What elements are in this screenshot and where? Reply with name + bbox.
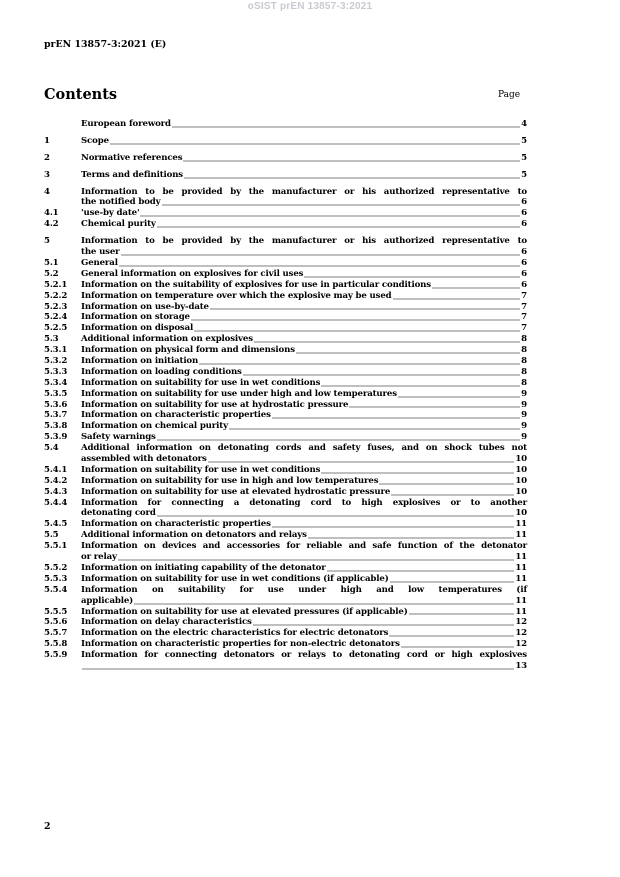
toc-entry-body [81, 410, 527, 421]
toc-entry-body [81, 432, 527, 443]
toc-entry-title: Information on the electric characteristics for electric detonators [81, 628, 389, 639]
toc-entry-body [81, 291, 527, 302]
toc-entry-body [81, 574, 527, 585]
toc-entry-number: 4.2 [44, 219, 59, 230]
toc-entry-body [81, 498, 527, 520]
toc-entry-page: 6 [521, 257, 527, 268]
toc-entry[interactable] [44, 400, 527, 411]
toc-entry-body [81, 302, 527, 313]
toc-entry-title: Terms and definitions [81, 169, 183, 180]
toc-entry-title: Information on suitability for use in wet conditions [81, 377, 321, 388]
toc-entry-number: 5.3.8 [44, 421, 68, 432]
toc-entry[interactable] [44, 378, 527, 389]
toc-entry-number: 5.4.1 [44, 464, 68, 475]
toc-entry[interactable] [44, 498, 527, 520]
toc-entry[interactable] [44, 187, 527, 209]
toc-entry-line [81, 628, 527, 639]
toc-entry-line [81, 356, 527, 367]
toc-entry[interactable] [44, 410, 527, 421]
dot-leader [321, 385, 520, 387]
toc-entry-number: 5.3.6 [44, 399, 68, 410]
toc-entry[interactable] [44, 345, 527, 356]
toc-entry-title: Information to be provided by the manufacturer or his authorized representative to [81, 186, 527, 197]
dot-leader [184, 177, 520, 179]
dot-leader [162, 204, 521, 206]
toc-entry-line [81, 197, 527, 208]
dot-leader [191, 319, 520, 321]
toc-entry[interactable] [44, 465, 527, 476]
toc-entry-page: 12 [515, 617, 527, 628]
toc-entry-line [81, 596, 527, 607]
toc-entry-page: 7 [521, 301, 527, 312]
dot-leader [199, 363, 520, 365]
toc-entry-body [81, 136, 527, 147]
toc-entry-body [81, 356, 527, 367]
toc-entry[interactable] [44, 541, 527, 563]
toc-entry-number: 5.3 [44, 334, 59, 345]
toc-entry-line [81, 508, 527, 519]
toc-entry-line [81, 574, 527, 585]
dot-leader [243, 374, 520, 376]
dot-leader [296, 352, 520, 354]
toc-entry-number: 5 [44, 236, 50, 247]
toc-entry-title: Information on suitability for use at elevated hydrostatic pressure [81, 486, 391, 497]
toc-entry-body [81, 617, 527, 628]
toc-entry-line [81, 530, 527, 541]
toc-entry-page: 8 [521, 334, 527, 345]
toc-entry[interactable] [44, 312, 527, 323]
toc-entry-body [81, 208, 527, 219]
toc-entry[interactable] [44, 607, 527, 618]
toc-entry-page: 11 [515, 519, 527, 530]
toc-entry-title: Information on initiation [81, 355, 199, 366]
toc-entry-line [81, 219, 527, 230]
toc-entry-page: 7 [521, 312, 527, 323]
toc-entry-line [81, 421, 527, 432]
toc-entry-body [81, 389, 527, 400]
toc-entry-line [81, 269, 527, 280]
toc-entry-page: 11 [515, 606, 527, 617]
dot-leader [398, 396, 520, 398]
dot-leader [327, 570, 515, 572]
toc-entry[interactable] [44, 628, 527, 639]
toc-entry-body [81, 487, 527, 498]
toc-entry-title: detonating cord [81, 508, 156, 519]
toc-entry-body [81, 345, 527, 356]
toc-entry-number: 5.2.1 [44, 279, 68, 290]
toc-entry-line [81, 345, 527, 356]
toc-entry-line [81, 465, 527, 476]
toc-entry-body [81, 519, 527, 530]
toc-entry-title: Information to be provided by the manufacturer or his authorized representative to [81, 236, 527, 247]
dot-leader [183, 160, 520, 162]
toc-entry-number: 5.4.5 [44, 519, 68, 530]
toc-entry-title: Information on suitability for use under high and low temperatures (if [81, 584, 527, 595]
toc-entry-body [81, 334, 527, 345]
toc-entry[interactable] [44, 170, 527, 181]
toc-entry-title: Information on loading conditions [81, 366, 242, 377]
dot-leader [253, 624, 515, 626]
toc-entry[interactable] [44, 585, 527, 607]
toc-entry-number: 5.5.4 [44, 584, 68, 595]
toc-entry-number: 5.3.4 [44, 377, 68, 388]
toc-entry-page: 12 [515, 639, 527, 650]
toc-entry-line [81, 519, 527, 530]
dot-leader [432, 287, 520, 289]
toc-entry-line [81, 119, 527, 130]
toc-entry-page: 10 [515, 475, 527, 486]
toc-entry-number: 3 [44, 169, 50, 180]
toc-entry-body [81, 607, 527, 618]
toc-entry-body [81, 650, 527, 672]
toc-entry-line [81, 432, 527, 443]
dot-leader [119, 265, 520, 267]
toc-entry-page: 9 [521, 410, 527, 421]
toc-entry-line [81, 302, 527, 313]
toc-entry-line [81, 153, 527, 164]
toc-entry-title: Additional information on detonators and relays [81, 530, 307, 541]
toc-entry-page: 11 [515, 562, 527, 573]
toc-entry-number: 5.2.2 [44, 290, 68, 301]
toc-entry-title: Information on initiating capability of the detonator [81, 562, 326, 573]
toc-entry-title: or relay [81, 552, 117, 563]
toc-entry-title: Safety warnings [81, 432, 156, 443]
toc-entry-title: Information on suitability for use at elevated pressures (if applicable) [81, 606, 408, 617]
toc-entry-page: 9 [521, 421, 527, 432]
toc-entry-number: 1 [44, 135, 50, 146]
toc-entry-title: Information on suitability for use in high and low temperatures [81, 475, 379, 486]
toc-entry-page: 8 [521, 366, 527, 377]
toc-entry[interactable] [44, 617, 527, 628]
toc-entry-body [81, 258, 527, 269]
toc-entry-title: Information on disposal [81, 323, 194, 334]
dot-leader [409, 613, 515, 615]
toc-entry-title: Information on suitability for use in wet conditions (if applicable) [81, 573, 389, 584]
toc-entry-line [81, 208, 527, 219]
toc-entry-body [81, 219, 527, 230]
toc-entry[interactable] [44, 487, 527, 498]
toc-entry-number: 5.4.3 [44, 486, 68, 497]
toc-entry-title: Information on suitability for use at hydrostatic pressure [81, 399, 349, 410]
toc-entry[interactable] [44, 476, 527, 487]
dot-leader [82, 668, 514, 670]
toc-entry[interactable] [44, 153, 527, 164]
toc-entry-line [81, 400, 527, 411]
toc-entry[interactable] [44, 269, 527, 280]
toc-entry-body [81, 476, 527, 487]
toc-entry-number: 5.4 [44, 443, 59, 454]
toc-entry-body [81, 236, 527, 258]
toc-entry[interactable] [44, 389, 527, 400]
toc-entry-title: Information on characteristic properties [81, 519, 271, 530]
toc-entry-line [81, 323, 527, 334]
toc-entry-body [81, 367, 527, 378]
toc-entry-number: 5.2.3 [44, 301, 68, 312]
toc-entry[interactable] [44, 219, 527, 230]
toc-entry-body [81, 400, 527, 411]
toc-entry-number: 5.2 [44, 268, 59, 279]
toc-entry-body [81, 465, 527, 476]
toc-entry-number: 5.4.4 [44, 497, 68, 508]
toc-entry-body [81, 421, 527, 432]
toc-entry-title: Normative references [81, 152, 183, 163]
dot-leader [349, 406, 520, 408]
toc-entry[interactable] [44, 574, 527, 585]
dot-leader [272, 417, 520, 419]
toc-entry-number: 5.2.4 [44, 312, 68, 323]
toc-entry[interactable] [44, 356, 527, 367]
toc-entry-body [81, 119, 527, 130]
toc-entry-page: 4 [521, 119, 527, 129]
toc-entry-body [81, 269, 527, 280]
toc-entry-title: Information on suitability for use in wet conditions [81, 464, 321, 475]
toc-entry-number: 5.5.7 [44, 628, 68, 639]
toc-entry-page: 6 [521, 279, 527, 290]
toc-entry[interactable] [44, 367, 527, 378]
toc-entry-number: 5.3.3 [44, 366, 68, 377]
table-of-contents [44, 119, 527, 672]
toc-entry-line [81, 552, 527, 563]
toc-entry-page: 8 [521, 377, 527, 388]
toc-entry[interactable] [44, 280, 527, 291]
dot-leader [157, 226, 520, 228]
dot-leader [229, 428, 520, 430]
toc-entry-title: Information on devices and accessories for reliable and safe function of the detonator [81, 541, 527, 552]
toc-entry-line [81, 258, 527, 269]
toc-entry-number: 5.5 [44, 530, 59, 541]
dot-leader [304, 276, 520, 278]
toc-entry-line [81, 291, 527, 302]
toc-entry[interactable] [44, 291, 527, 302]
dot-leader [272, 526, 515, 528]
toc-entry-number: 5.5.8 [44, 639, 68, 650]
toc-entry-title: Information on suitability for use under high and low temperatures [81, 388, 397, 399]
dot-leader [321, 472, 514, 474]
toc-entry-title: Information for connecting a detonating cord to high explosives or to another [81, 497, 527, 508]
toc-entry-title: Information on physical form and dimensions [81, 345, 295, 356]
toc-entry-title: Information on chemical purity [81, 421, 228, 432]
toc-entry-number: 5.5.2 [44, 562, 68, 573]
dot-leader [254, 341, 520, 343]
contents-title: Contents [44, 86, 118, 103]
toc-entry[interactable] [44, 258, 527, 269]
page-column-label: Page [498, 90, 521, 100]
toc-entry[interactable] [44, 119, 527, 130]
toc-entry[interactable] [44, 136, 527, 147]
toc-entry-line [81, 410, 527, 421]
toc-entry-page: 9 [521, 432, 527, 443]
toc-entry-title: Information on characteristic properties [81, 410, 271, 421]
toc-entry-line [81, 607, 527, 618]
dot-leader [110, 143, 520, 145]
toc-entry-page: 5 [521, 135, 527, 146]
toc-entry-body [81, 280, 527, 291]
toc-entry-page: 10 [515, 453, 527, 464]
toc-entry-line [81, 661, 527, 672]
toc-entry-title: Additional information on explosives [81, 334, 253, 345]
toc-entry-line [81, 454, 527, 465]
toc-entry-page: 6 [521, 208, 527, 219]
dot-leader [393, 298, 521, 300]
toc-entry-page: 7 [521, 290, 527, 301]
toc-entry-line [81, 280, 527, 291]
dot-leader [379, 483, 514, 485]
toc-entry-title: Information for connecting detonators or relays to detonating cord or high explosives [81, 650, 527, 661]
toc-entry-body [81, 312, 527, 323]
toc-entry-number: 5.5.9 [44, 650, 68, 661]
toc-entry-title: Information on storage [81, 312, 190, 323]
toc-entry-line [81, 334, 527, 345]
toc-entry[interactable] [44, 302, 527, 313]
toc-entry-number: 5.3.5 [44, 388, 68, 399]
toc-entry[interactable] [44, 421, 527, 432]
toc-entry-page: 5 [521, 169, 527, 180]
dot-leader [121, 254, 521, 256]
toc-entry[interactable] [44, 208, 527, 219]
toc-entry-title: Information on temperature over which the explosive may be used [81, 290, 392, 301]
toc-entry-body [81, 153, 527, 164]
toc-entry-page: 10 [515, 508, 527, 519]
toc-entry-line [81, 389, 527, 400]
toc-entry-number: 5.2.5 [44, 323, 68, 334]
toc-entry-title: Chemical purity [81, 219, 156, 230]
toc-entry-title: Additional information on detonating cords and safety fuses, and on shock tubes not [81, 443, 527, 454]
toc-entry-number: 5.1 [44, 257, 59, 268]
toc-entry-page: 5 [521, 152, 527, 163]
toc-entry-page: 10 [515, 486, 527, 497]
toc-entry-title: the notified body [81, 197, 161, 208]
toc-entry-page: 11 [515, 573, 527, 584]
dot-leader [391, 494, 514, 496]
toc-entry-number: 5.5.6 [44, 617, 68, 628]
dot-leader [390, 581, 515, 583]
toc-entry[interactable] [44, 563, 527, 574]
dot-leader [134, 603, 514, 605]
toc-entry-page: 7 [521, 323, 527, 334]
toc-entry-body [81, 187, 527, 209]
toc-entry-number: 5.4.2 [44, 475, 68, 486]
dot-leader [157, 515, 515, 517]
toc-entry[interactable] [44, 530, 527, 541]
toc-entry-page: 9 [521, 399, 527, 410]
toc-entry-page: 6 [521, 197, 527, 208]
dot-leader [308, 537, 515, 539]
dot-leader [194, 330, 520, 332]
toc-entry-page: 11 [515, 552, 527, 563]
toc-entry[interactable] [44, 334, 527, 345]
toc-entry-page: 9 [521, 388, 527, 399]
page-number: 2 [44, 821, 51, 832]
toc-entry-body [81, 443, 527, 465]
toc-entry-page: 8 [521, 355, 527, 366]
toc-entry-line [81, 170, 527, 181]
toc-entry-line [81, 247, 527, 258]
toc-entry-title: assembled with detonators [81, 453, 207, 464]
toc-entry-line [81, 617, 527, 628]
toc-entry-line [81, 487, 527, 498]
toc-entry[interactable] [44, 650, 527, 672]
toc-entry[interactable] [44, 639, 527, 650]
toc-entry-number: 5.5.5 [44, 606, 68, 617]
toc-entry-body [81, 639, 527, 650]
toc-entry-page: 13 [515, 660, 527, 671]
toc-entry-title: 'use-by date' [81, 208, 140, 219]
toc-entry-body [81, 563, 527, 574]
toc-entry-title: Information on delay characteristics [81, 617, 252, 628]
toc-entry-body [81, 585, 527, 607]
toc-entry-title: General information on explosives for civil uses [81, 268, 304, 279]
dot-leader [401, 646, 515, 648]
toc-entry-number: 2 [44, 152, 50, 163]
toc-entry-title: applicable) [81, 595, 134, 606]
toc-entry-line [81, 476, 527, 487]
toc-entry-body [81, 530, 527, 541]
toc-entry-number: 4 [44, 186, 50, 197]
toc-entry-page: 11 [515, 530, 527, 541]
toc-entry-page: 11 [515, 595, 527, 606]
toc-entry[interactable] [44, 323, 527, 334]
toc-entry-title: the user [81, 247, 120, 258]
toc-entry-title: Scope [81, 135, 109, 146]
dot-leader [157, 439, 520, 441]
toc-entry-number: 4.1 [44, 208, 59, 219]
toc-entry-page: 8 [521, 345, 527, 356]
toc-entry[interactable] [44, 432, 527, 443]
dot-leader [118, 559, 514, 561]
toc-entry-number: 5.3.1 [44, 345, 68, 356]
toc-entry-page: 12 [515, 628, 527, 639]
toc-entry[interactable] [44, 519, 527, 530]
document-id: prEN 13857-3:2021 (E) [44, 39, 167, 50]
toc-entry-line [81, 136, 527, 147]
toc-entry-number: 5.3.9 [44, 432, 68, 443]
toc-entry-body [81, 378, 527, 389]
toc-entry-line [81, 563, 527, 574]
dot-leader [389, 635, 514, 637]
toc-entry-title: General [81, 257, 118, 268]
toc-entry-page: 6 [521, 268, 527, 279]
dot-leader [208, 461, 515, 463]
toc-entry-number: 5.3.2 [44, 355, 68, 366]
toc-entry-page: 6 [521, 247, 527, 258]
watermark: oSIST prEN 13857-3:2021 [247, 1, 373, 12]
toc-entry[interactable] [44, 443, 527, 465]
dot-leader [210, 308, 520, 310]
dot-leader [172, 126, 520, 128]
toc-entry-line [81, 639, 527, 650]
toc-entry-title: Information on use-by-date [81, 301, 209, 312]
toc-entry-number: 5.5.3 [44, 573, 68, 584]
toc-entry-line [81, 312, 527, 323]
toc-entry-line [81, 378, 527, 389]
toc-entry-page: 6 [521, 219, 527, 230]
toc-entry[interactable] [44, 236, 527, 258]
toc-entry-line [81, 367, 527, 378]
toc-entry-body [81, 323, 527, 334]
toc-entry-number: 5.5.1 [44, 541, 68, 552]
toc-entry-title: Information on characteristic properties for non-electric detonators [81, 639, 400, 650]
toc-entry-title: European foreword [81, 119, 171, 129]
dot-leader [140, 215, 520, 217]
toc-entry-page: 10 [515, 464, 527, 475]
toc-entry-body [81, 628, 527, 639]
toc-entry-title: Information on the suitability of explosives for use in particular conditions [81, 279, 431, 290]
toc-entry-body [81, 541, 527, 563]
toc-entry-body [81, 170, 527, 181]
toc-entry-number: 5.3.7 [44, 410, 68, 421]
